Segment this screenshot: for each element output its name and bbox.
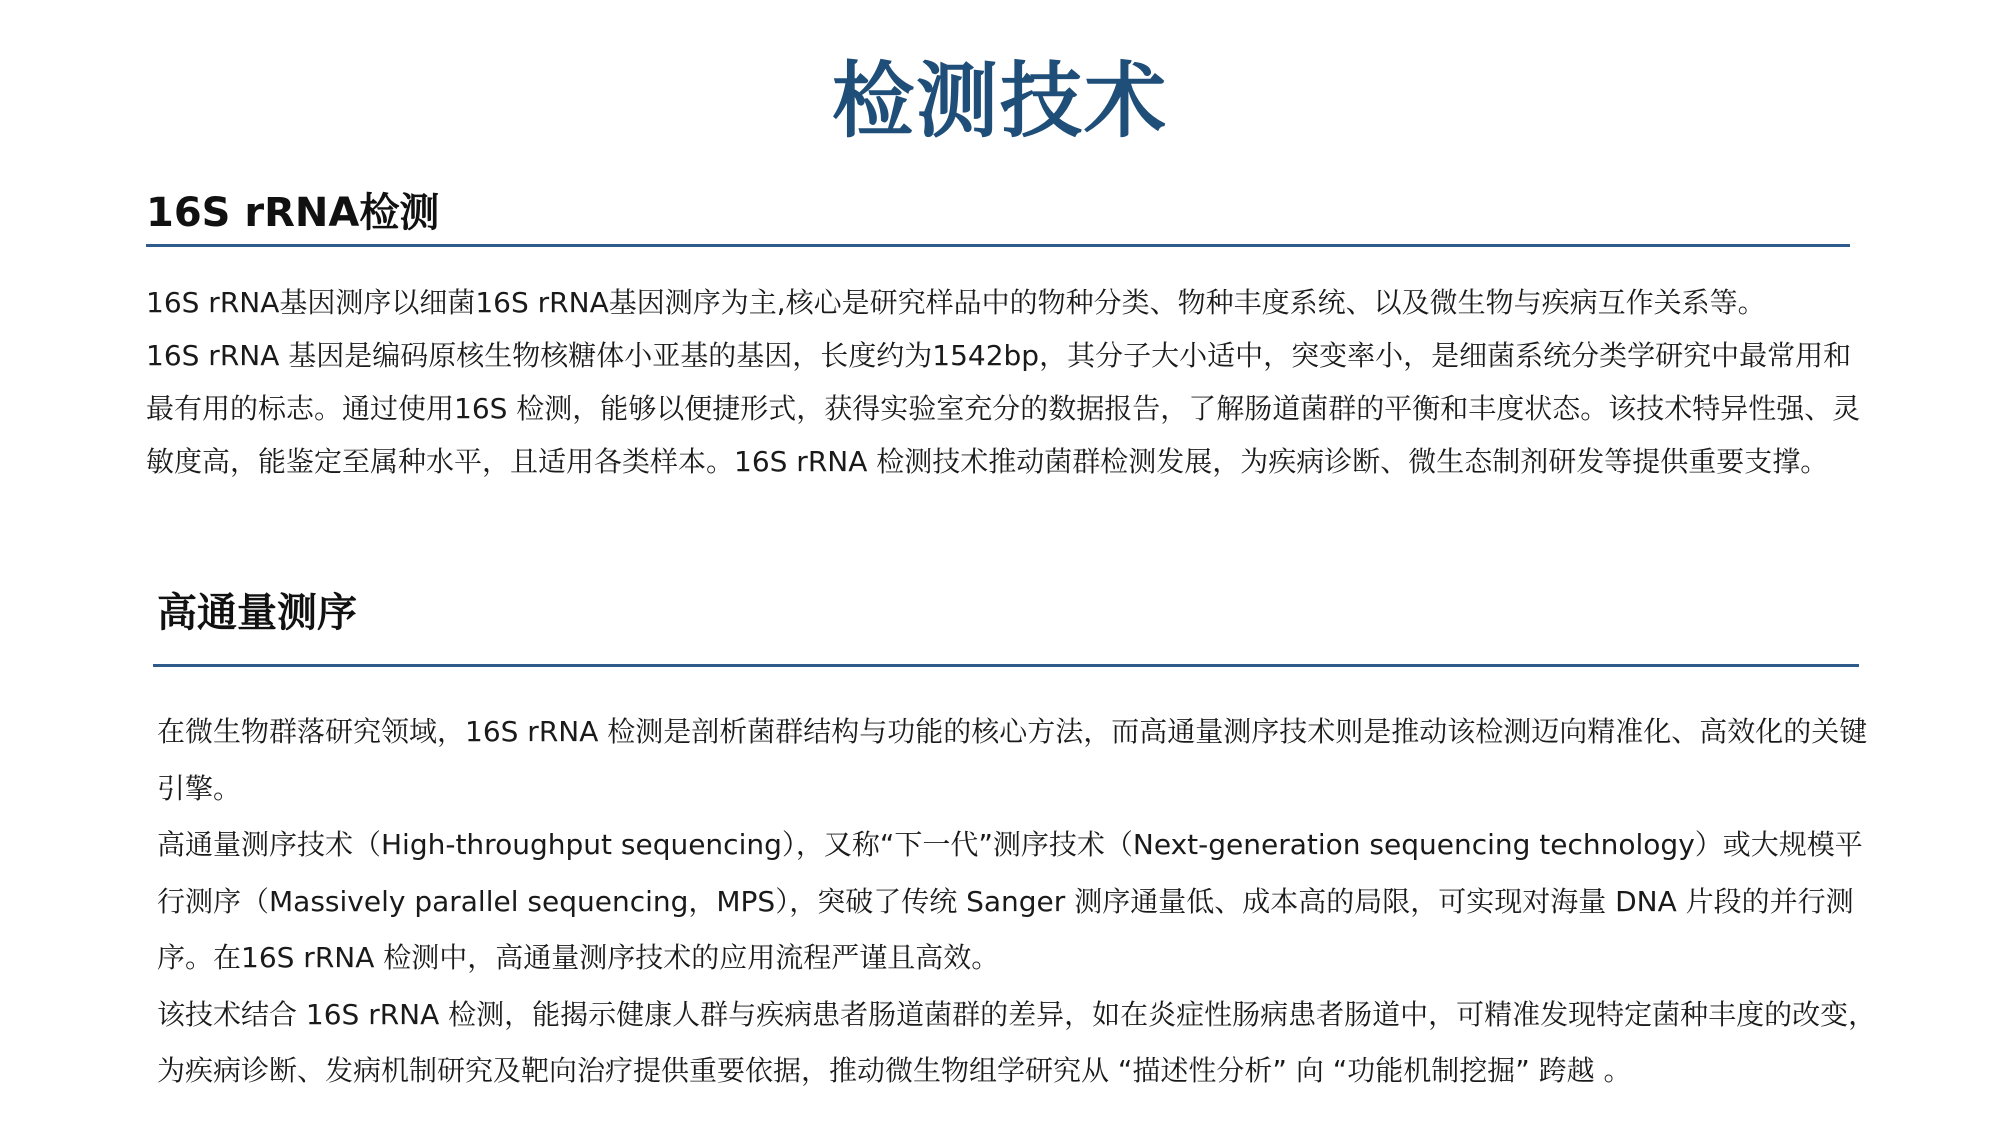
section-body-16s: [146, 276, 1876, 488]
section-divider-ngs: [153, 664, 1859, 667]
section-body-ngs: [157, 704, 1877, 1100]
section-heading-ngs: 高通量测序: [157, 590, 357, 636]
paragraph: 在微生物群落研究领域，16S rRNA 检测是剖析菌群结构与功能的核心方法，而高通量测序技术则是推动该检测迈向精准化、高效化的关键引擎。: [157, 715, 1868, 805]
paragraph: 16S rRNA基因测序以细菌16S rRNA基因测序为主,核心是研究样品中的物种分类、物种丰度系统、以及微生物与疾病互作关系等。: [146, 286, 1766, 319]
paragraph: 高通量测序技术（High-throughput sequencing），又称“下一代”测序技术（Next-generation sequencing technology）或大规模平行测序（Massively parallel sequencing，MPS），突破了传统 Sanger 测序通量低、成本高的局限，可实现对海量 DNA 片段的并行测序。在16S rRNA 检测中，高通量测序技术的应用流程严谨且高效。: [157, 828, 1863, 974]
paragraph: 该技术结合 16S rRNA 检测，能揭示健康人群与疾病患者肠道菌群的差异，如在炎症性肠病患者肠道中，可精准发现特定菌种丰度的改变，为疾病诊断、发病机制研究及靶向治疗提供重要依据，推动微生物组学研究从 “描述性分析” 向 “功能机制挖掘” 跨越 。: [157, 997, 1877, 1087]
page-title: 检测技术: [831, 54, 1168, 149]
section-divider-16s: [146, 244, 1850, 247]
section-heading-16s: 16S rRNA检测: [146, 190, 440, 236]
paragraph: 16S rRNA 基因是编码原核生物核糖体小亚基的基因，长度约为1542bp，其分子大小适中，突变率小，是细菌系统分类学研究中最常用和最有用的标志。通过使用16S 检测，能够以便捷形式，获得实验室充分的数据报告，了解肠道菌群的平衡和丰度状态。该技术特异性强、灵敏度高，能鉴定至属种水平，且适用各类样本。16S rRNA 检测技术推动菌群检测发展，为疾病诊断、微生态制剂研发等提供重要支撑。: [146, 339, 1861, 478]
